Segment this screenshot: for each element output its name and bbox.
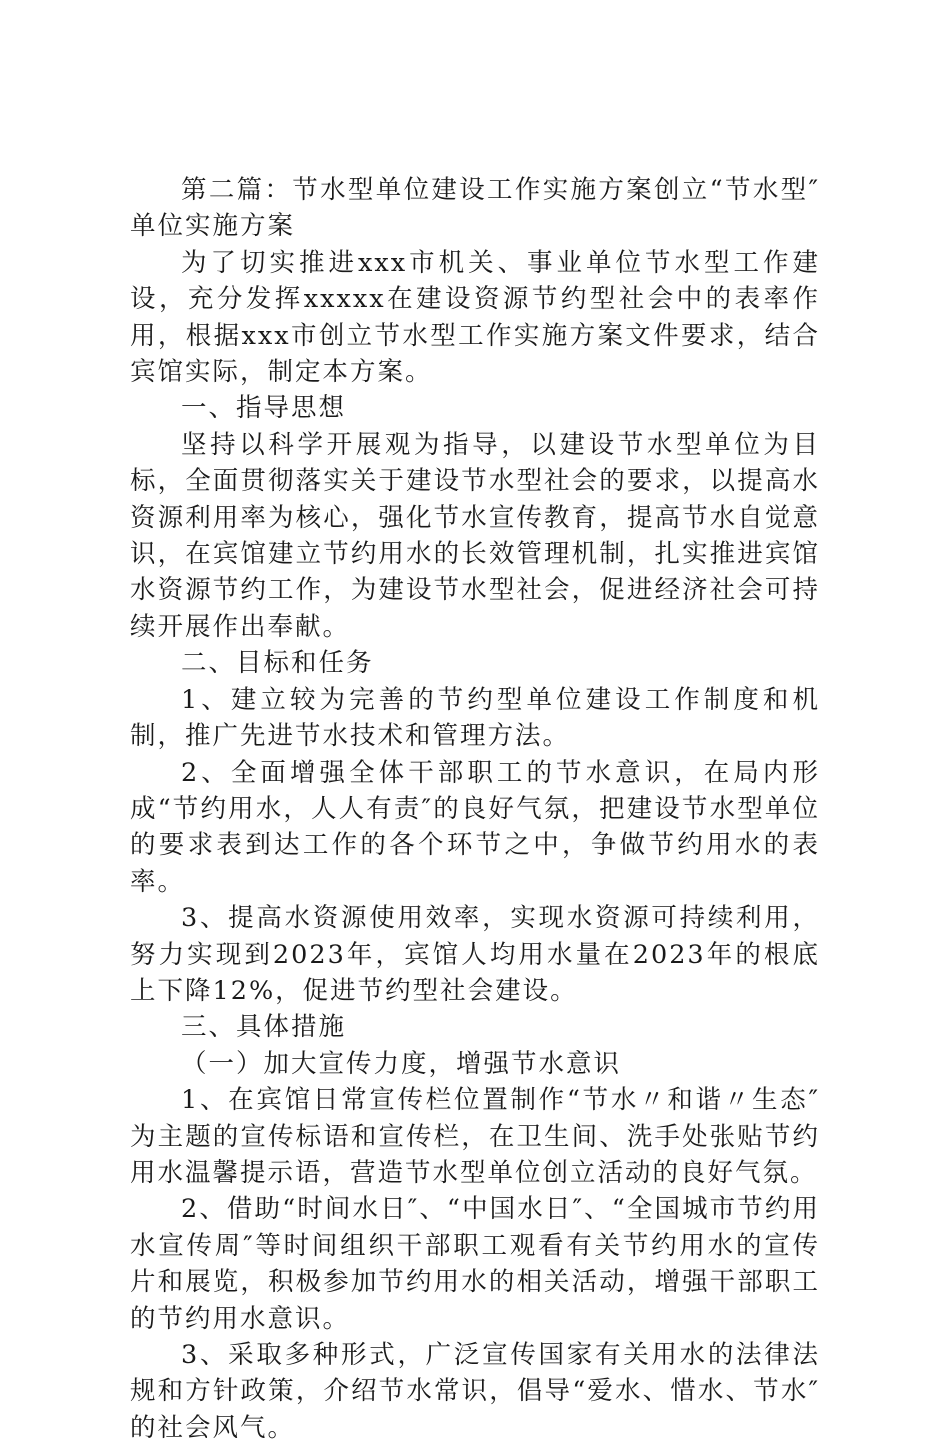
paragraph-goal-3: 3、提高水资源使用效率，实现水资源可持续利用，努力实现到2023年，宾馆人均用水量在2023年的根底上下降12%，促进节约型社会建设。 [130,903,820,1006]
section-heading-measures: 三、具体措施 [181,1012,347,1043]
section-heading-guiding-ideology: 一、指导思想 [181,393,347,424]
paragraph-intro: 为了切实推进xxx市机关、事业单位节水型工作建设，充分发挥xxxxx在建设资源节约型社会中的表率作用，根据xxx市创立节水型工作实施方案文件要求，结合宾馆实际，制定本方案。 [130,247,820,388]
section-heading-goals-tasks: 二、目标和任务 [181,648,374,679]
paragraph-measure-1: 1、在宾馆日常宣传栏位置制作“节水〃和谐〃生态″为主题的宣传标语和宣传栏，在卫生间、洗手处张贴节约用水温馨提示语，营造节水型单位创立活动的良好气氛。 [130,1085,820,1188]
paragraph-goal-1: 1、建立较为完善的节约型单位建设工作制度和机制，推广先进节水技术和管理方法。 [130,684,820,752]
paragraph-goal-2: 2、全面增强全体干部职工的节水意识，在局内形成“节约用水，人人有责″的良好气氛，把建设节水型单位的要求表到达工作的各个环节之中，争做节约用水的表率。 [130,757,820,897]
subsection-heading-publicity: （一）加大宣传力度，增强节水意识 [181,1048,622,1079]
paragraph-guiding-ideology: 坚持以科学开展观为指导，以建设节水型单位为目标，全面贯彻落实关于建设节水型社会的要求，以提高水资源利用率为核心，强化节水宣传教育，提高节水自觉意识，在宾馆建立节约用水的长效管理机制，扎实推进宾馆水资源节约工作，为建设节水型社会，促进经济社会可持续开展作出奉献。 [130,429,820,642]
document-title: 第二篇：节水型单位建设工作实施方案创立“节水型″单位实施方案 [130,175,820,242]
paragraph-measure-3: 3、采取多种形式，广泛宣传国家有关用水的法律法规和方针政策，介绍节水常识，倡导“爱水、惜水、节水″的社会风气。 [130,1340,820,1443]
document-body [130,172,820,1446]
paragraph-measure-2: 2、借助“时间水日″、“中国水日″、“全国城市节约用水宣传周″等时间组织干部职工观看有关节约用水的宣传片和展览，积极参加节约用水的相关活动，增强干部职工的节约用水意识。 [130,1194,820,1334]
